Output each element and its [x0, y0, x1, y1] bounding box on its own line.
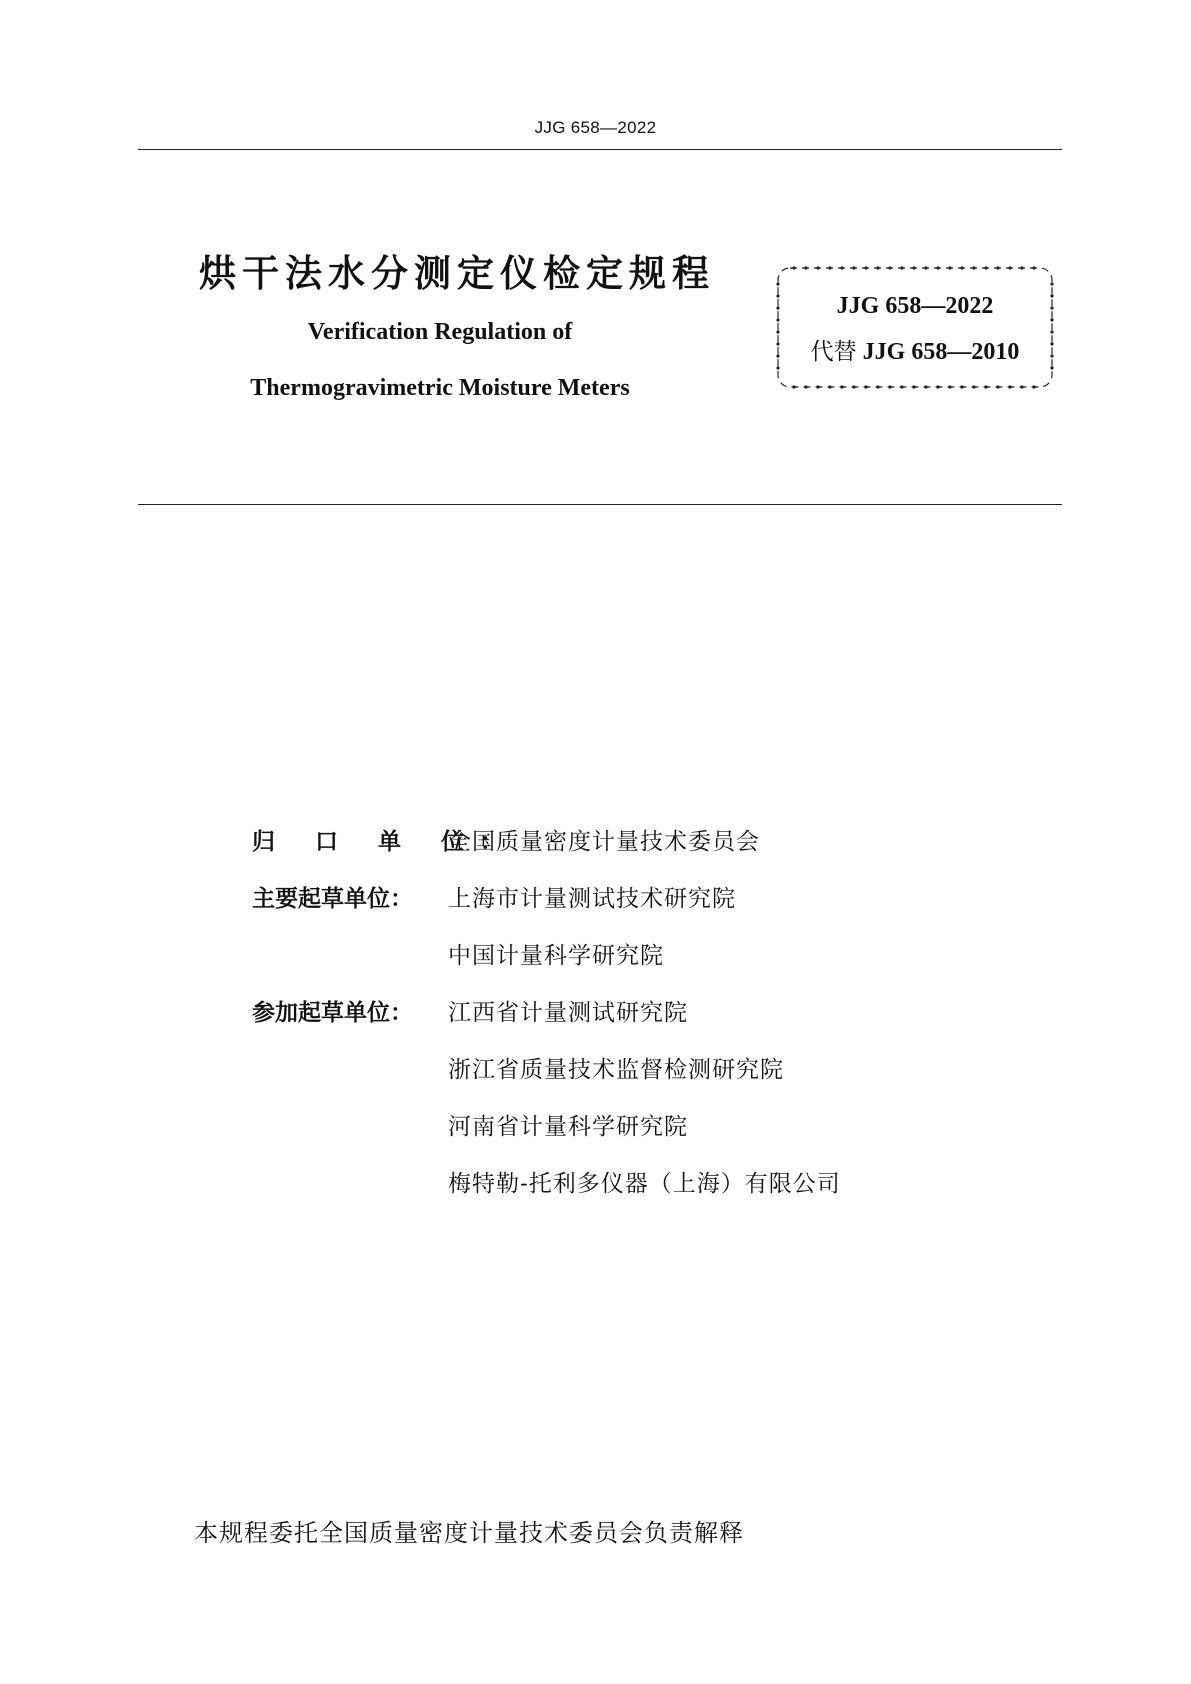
- border-ornament-dot: [792, 266, 795, 269]
- replaced-code: JJG 658—2010: [862, 339, 1020, 365]
- border-ornament-dot: [852, 385, 855, 388]
- border-ornament-dot: [972, 266, 975, 269]
- border-ornament-dot: [876, 385, 879, 388]
- border-ornament-dot: [840, 266, 843, 269]
- border-ornament-dot: [1020, 385, 1023, 388]
- border-ornament-dot: [1050, 282, 1053, 285]
- header-rule: [138, 149, 1062, 150]
- border-ornament-dot: [876, 266, 879, 269]
- border-ornament-dot: [1008, 385, 1011, 388]
- border-ornament-dot: [936, 266, 939, 269]
- title-rule: [138, 504, 1062, 505]
- ornamental-border: [774, 264, 1056, 391]
- border-ornament-dot: [924, 266, 927, 269]
- title-english-line1: Verification Regulation of: [307, 319, 573, 345]
- main-drafting-unit: 中国计量科学研究院: [448, 943, 664, 969]
- border-ornament-dot: [1032, 266, 1035, 269]
- border-ornament-dot: [1020, 266, 1023, 269]
- border-ornament-dot: [888, 385, 891, 388]
- border-ornament-dot: [792, 385, 795, 388]
- border-ornament-dot: [828, 266, 831, 269]
- border-ornament-dot: [900, 266, 903, 269]
- code-box: [774, 264, 1056, 391]
- responsible-label: 归 口 单 位：: [252, 829, 520, 855]
- border-ornament-dot: [948, 385, 951, 388]
- border-ornament-dot: [960, 385, 963, 388]
- code-current: JJG 658—2022: [836, 293, 994, 319]
- responsible-value: 全国质量密度计量技术委员会: [448, 829, 760, 855]
- interpretation-note: 本规程委托全国质量密度计量技术委员会负责解释: [194, 1519, 744, 1547]
- border-ornament-dot: [1032, 385, 1035, 388]
- participating-unit: 梅特勒-托利多仪器（上海）有限公司: [448, 1171, 841, 1197]
- border-ornament-dot: [852, 266, 855, 269]
- border-ornament-dot: [912, 385, 915, 388]
- border-ornament-dot: [924, 385, 927, 388]
- border-ornament-dot: [776, 366, 779, 369]
- replaces-label: 代替: [810, 339, 857, 365]
- border-ornament-dot: [984, 385, 987, 388]
- title-english-line2: Thermogravimetric Moisture Meters: [250, 375, 630, 401]
- border-ornament-dot: [840, 385, 843, 388]
- main-drafting-unit: 上海市计量测试技术研究院: [448, 886, 736, 912]
- border-ornament-dot: [864, 385, 867, 388]
- participating-unit: 江西省计量测试研究院: [448, 1000, 688, 1026]
- border-ornament-dot: [1050, 366, 1053, 369]
- border-ornament-dot: [996, 385, 999, 388]
- border-ornament-dot: [828, 385, 831, 388]
- participating-label: 参加起草单位：: [252, 1000, 413, 1026]
- title-chinese: 烘干法水分测定仪检定规程: [199, 252, 715, 295]
- border-ornament-dot: [804, 385, 807, 388]
- border-ornament-dot: [996, 266, 999, 269]
- border-ornament-dot: [972, 385, 975, 388]
- participating-unit: 浙江省质量技术监督检测研究院: [448, 1057, 784, 1083]
- border-ornament-dot: [900, 385, 903, 388]
- border-ornament-dot: [936, 385, 939, 388]
- border-ornament-dot: [804, 266, 807, 269]
- main-drafting-label: 主要起草单位：: [252, 886, 413, 912]
- border-ornament-dot: [1008, 266, 1011, 269]
- border-ornament-dot: [912, 266, 915, 269]
- border-ornament-dot: [864, 266, 867, 269]
- participating-unit: 河南省计量科学研究院: [448, 1114, 688, 1140]
- border-ornament-dot: [816, 385, 819, 388]
- border-ornament-dot: [816, 266, 819, 269]
- border-ornament-dot: [888, 266, 891, 269]
- code-replaces: [774, 333, 1056, 366]
- border-ornament-dot: [776, 282, 779, 285]
- border-ornament-dot: [984, 266, 987, 269]
- border-ornament-dot: [960, 266, 963, 269]
- border-ornament-dot: [948, 266, 951, 269]
- header-standard-code: JJG 658—2022: [534, 118, 657, 137]
